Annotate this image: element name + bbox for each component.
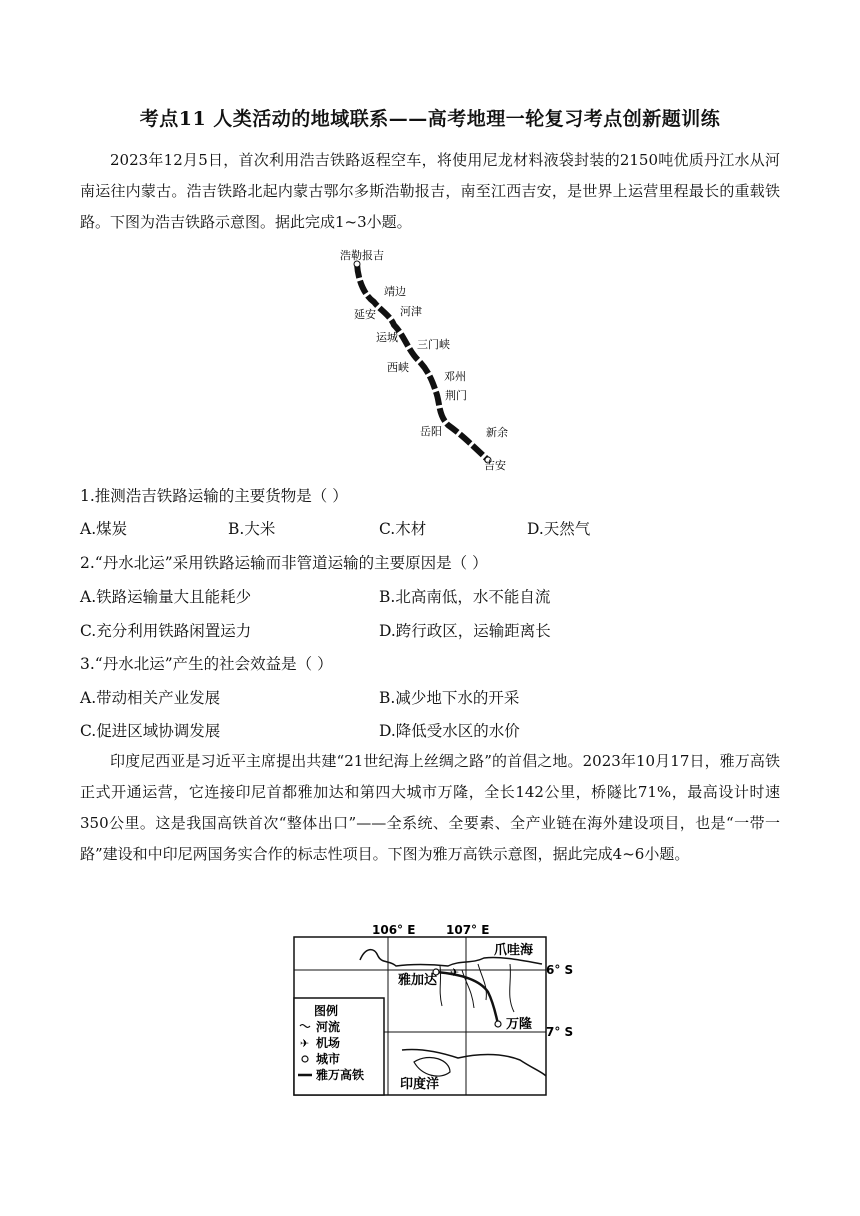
q1-option-c[interactable]: C.木材 — [379, 520, 427, 538]
lon-label: 107° E — [446, 923, 490, 937]
q2-option-b[interactable]: B.北高南低，水不能自流 — [379, 588, 551, 606]
station-label: 运城 — [376, 331, 398, 344]
haoji-railway-map — [300, 240, 560, 480]
question-1: 1.推测浩吉铁路运输的主要货物是（ ） — [80, 487, 348, 505]
station-label: 吉安 — [484, 459, 506, 472]
q1-option-a[interactable]: A.煤炭 — [80, 520, 128, 538]
lon-label: 106° E — [372, 923, 416, 937]
q1-option-b[interactable]: B.大米 — [228, 520, 276, 538]
place-label: 万隆 — [506, 1017, 533, 1032]
city-bandung — [495, 1021, 501, 1027]
legend-item: 机场 — [316, 1036, 341, 1050]
legend-item: 雅万高铁 — [316, 1068, 365, 1082]
station-label: 河津 — [400, 305, 422, 318]
station-label: 荆门 — [445, 389, 467, 402]
lat-label: 6° S — [546, 963, 574, 977]
legend-item: 城市 — [316, 1052, 341, 1066]
place-label: 雅加达 — [398, 973, 438, 988]
station-label: 新余 — [486, 426, 508, 439]
question-2: 2.“丹水北运”采用铁路运输而非管道运输的主要原因是（ ） — [80, 554, 488, 572]
airport-icon: ✈ — [450, 966, 460, 979]
question-3: 3.“丹水北运”产生的社会效益是（ ） — [80, 655, 333, 673]
passage-1: 2023年12月5日，首次利用浩吉铁路返程空车，将使用尼龙材料液袋封装的2150吨优质丹江水从河南运往内蒙古。浩吉铁路北起内蒙古鄂尔多斯浩勒报吉，南至江西吉安，是世界上运营里程最长的重载铁路。下图为浩吉铁路示意图。据此完成1~3小题。 — [80, 151, 780, 231]
legend-item: 河流 — [316, 1020, 341, 1034]
q2-option-a[interactable]: A.铁路运输量大且能耗少 — [80, 588, 252, 606]
passage-2: 印度尼西亚是习近平主席提出共建“21世纪海上丝绸之路”的首倡之地。2023年10月17日，雅万高铁正式开通运营，它连接印尼首都雅加达和第四大城市万隆，全长142公里，桥隧比71%，最高设计时速350公里。这是我国高铁首次“整体出口”——全系统、全要素、全产业链在海外建设项目，也是“一带一路”建设和中印尼两国务实合作的标志性项目。下图为雅万高铁示意图，据此完成4~6小题。 — [80, 752, 780, 863]
jakarta-bandung-hsr-map — [290, 920, 580, 1100]
station-label: 岳阳 — [420, 425, 442, 438]
station-label: 西峡 — [387, 361, 409, 374]
q2-option-c[interactable]: C.充分利用铁路闲置运力 — [80, 622, 252, 640]
station-label: 延安 — [354, 308, 376, 321]
station-label: 靖边 — [384, 285, 406, 298]
legend-title: 图例 — [314, 1004, 339, 1018]
page-title: 考点11 人类活动的地域联系——高考地理一轮复习考点创新题训练 — [139, 108, 721, 130]
q3-option-c[interactable]: C.促进区域协调发展 — [80, 722, 221, 740]
q2-option-d[interactable]: D.跨行政区，运输距离长 — [379, 622, 551, 640]
q3-option-b[interactable]: B.减少地下水的开采 — [379, 689, 520, 707]
place-label: 印度洋 — [400, 1077, 440, 1092]
city-legend-icon — [302, 1056, 308, 1062]
station-label: 浩勒报吉 — [340, 249, 384, 262]
airport-legend-icon: ✈ — [300, 1037, 310, 1050]
lat-label: 7° S — [546, 1025, 574, 1039]
station-label: 邓州 — [444, 370, 466, 383]
q3-option-d[interactable]: D.降低受水区的水价 — [379, 722, 520, 740]
q3-option-a[interactable]: A.带动相关产业发展 — [80, 689, 221, 707]
q1-option-d[interactable]: D.天然气 — [527, 520, 591, 538]
place-label: 爪哇海 — [494, 943, 534, 958]
station-label: 三门峡 — [417, 338, 450, 351]
